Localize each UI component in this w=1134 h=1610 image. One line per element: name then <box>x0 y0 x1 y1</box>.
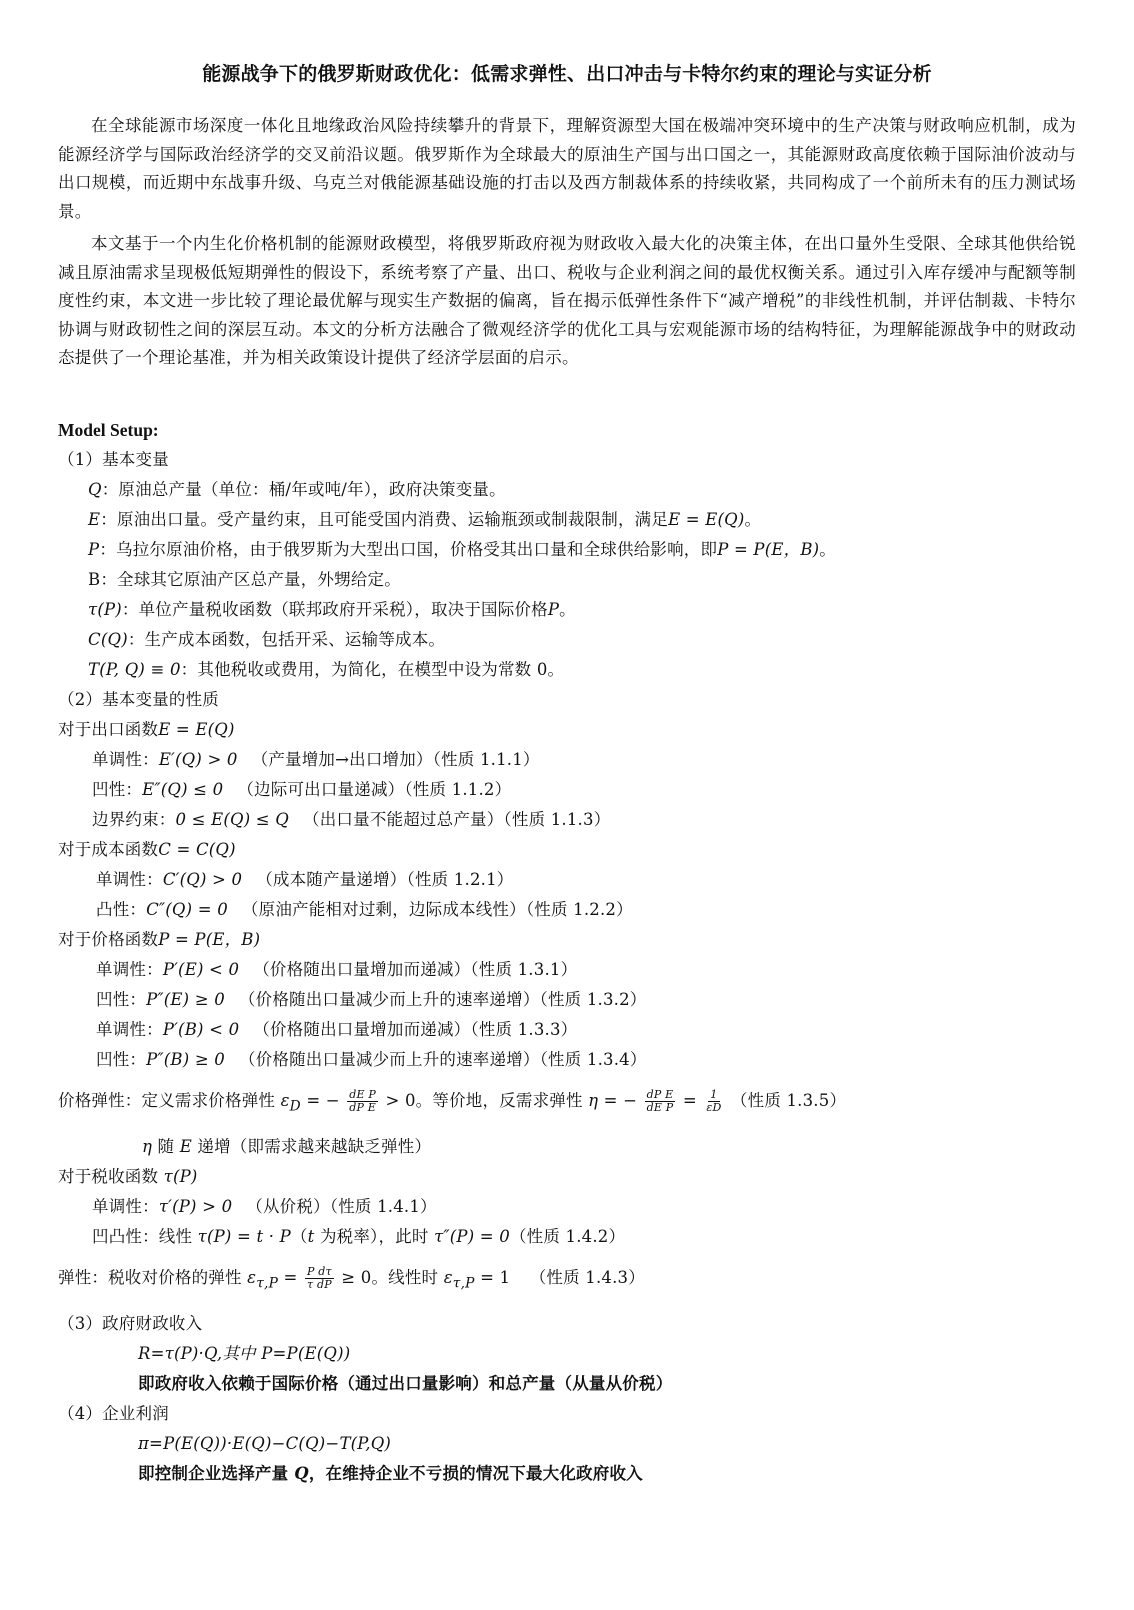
property-name: 单调性： <box>96 869 163 889</box>
variable-text: ：乌拉尔原油价格，由于俄罗斯为大型出口国，价格受其出口量和全球供给影响，即 <box>99 539 718 559</box>
variable-symbol: E <box>88 509 101 529</box>
property-1-2-1 <box>96 865 1076 895</box>
subsection-3-label: （3）政府财政收入 <box>58 1314 203 1334</box>
property-formula: C″(Q) = 0 <box>146 899 228 919</box>
variable-symbol: B <box>88 569 101 589</box>
equals: = <box>283 1267 298 1287</box>
property-1-4-2 <box>92 1222 1076 1252</box>
variable-text: ：原油总产量（单位：桶/年或吨/年），政府决策变量。 <box>101 479 506 499</box>
property-desc: （价格随出口量增加而递减）（性质 1.3.1） <box>253 959 578 979</box>
variable-tail: 。 <box>819 539 836 559</box>
variable-symbol: T(P, Q) ≡ 0 <box>88 659 181 679</box>
property-desc: （从价税）（性质 1.4.1） <box>246 1196 437 1216</box>
variable-q <box>88 475 1076 505</box>
property-desc: （出口量不能超过总产量）（性质 1.1.3） <box>303 809 611 829</box>
elasticity-mid: 。等价地，反需求弹性 <box>415 1090 583 1110</box>
variable-t <box>88 655 1076 685</box>
variable-text: ：原油出口量。受产量约束，且可能受国内消费、运输瓶颈或制裁限制，满足 <box>100 509 669 529</box>
eta-note-text: 递增（即需求越来越缺乏弹性） <box>197 1136 432 1156</box>
variable-symbol: Q <box>88 479 102 499</box>
heading-text: 对于成本函数 <box>58 839 159 859</box>
property-desc: （性质 1.4.3） <box>529 1267 645 1287</box>
property-1-2-2 <box>96 895 1076 925</box>
revenue-formula: R=τ(P)·Q,其中 P=P(E(Q)) <box>138 1344 351 1364</box>
property-formula: P′(B) < 0 <box>162 1019 240 1039</box>
property-name: 凹性： <box>96 989 147 1009</box>
property-desc: （边际可出口量递减）（性质 1.1.2） <box>237 779 512 799</box>
tax-rate-symbol: t <box>307 1226 315 1246</box>
property-1-1-3 <box>92 805 1076 835</box>
property-desc: （价格随出口量增加而递减）（性质 1.3.3） <box>253 1019 578 1039</box>
property-formula: E″(Q) ≤ 0 <box>142 779 224 799</box>
variable-symbol: C(Q) <box>88 629 128 649</box>
export-function-heading <box>58 715 1076 745</box>
model-setup-heading: Model Setup: <box>58 419 159 440</box>
variable-symbol: τ(P) <box>88 599 122 619</box>
property-1-3-1 <box>96 955 1076 985</box>
variable-formula: P <box>547 599 560 619</box>
property-formula: P″(B) ≥ 0 <box>146 1049 225 1069</box>
profit-note-b: ，在维持企业不亏损的情况下最大化政府收入 <box>308 1464 643 1484</box>
variable-symbol: P <box>88 539 100 559</box>
epsilon-symbol: ε <box>280 1090 290 1110</box>
profit-note <box>138 1459 1076 1489</box>
equals-one: = 1 <box>480 1267 511 1287</box>
page-title: 能源战争下的俄罗斯财政优化：低需求弹性、出口冲击与卡特尔约束的理论与实证分析 <box>202 63 932 85</box>
property-name: 单调性： <box>96 1019 163 1039</box>
property-name: 凸性： <box>96 899 147 919</box>
epsilon-subscript: τ,P <box>256 1275 279 1292</box>
profit-formula: π=P(E(Q))·E(Q)−C(Q)−T(P,Q) <box>138 1434 392 1454</box>
heading-text: 对于税收函数 <box>58 1166 159 1186</box>
linear-tax-mid: 为税率），此时 <box>319 1226 429 1246</box>
property-name: 凹性： <box>96 1049 147 1069</box>
intro-paragraph-1: 在全球能源市场深度一体化且地缘政治风险持续攀升的背景下，理解资源型大国在极端冲突环境中的生产决策与财政响应机制，成为能源经济学与国际政治经济学的交叉前沿议题。俄罗斯作为全球最大的原油生产国与出口国之一，其能源财政高度依赖于国际油价波动与出口规模，而近期中东战事升级、乌克兰对俄能源基础设施的打击以及西方制裁体系的持续收紧，共同构成了一个前所未有的压力测试场景。 <box>58 116 1076 221</box>
intro-paragraph-2: 本文基于一个内生化价格机制的能源财政模型，将俄罗斯政府视为财政收入最大化的决策主体，在出口量外生受限、全球其他供给锐减且原油需求呈现极低短期弹性的假设下，系统考察了产量、出口、税收与企业利润之间的最优权衡关系。通过引入库存缓冲与配额等制度性约束，本文进一步比较了理论最优解与现实生产数据的偏离，旨在揭示低弹性条件下“减产增税”的非线性机制，并评估制裁、卡特尔协调与财政韧性之间的深层互动。本文的分析方法融合了微观经济学的优化工具与宏观能源市场的结构特征，为理解能源战争中的财政动态提供了一个理论基准，并为相关政策设计提供了经济学层面的启示。 <box>58 234 1076 367</box>
property-name: 边界约束： <box>92 809 176 829</box>
epsilon-symbol: ε <box>247 1267 257 1287</box>
property-formula: P′(E) < 0 <box>162 959 240 979</box>
fraction-de-dp: $\frac{\text{dE P}}{\text{dP E}}$ <box>349 1087 377 1114</box>
variable-p <box>88 535 1076 565</box>
eta-symbol: η <box>142 1136 153 1156</box>
price-function-heading <box>58 925 1076 955</box>
property-name: 单调性： <box>92 1196 159 1216</box>
subsection-1-label: （1）基本变量 <box>58 449 169 469</box>
property-formula: 0 ≤ E(Q) ≤ Q <box>175 809 290 829</box>
epsilon-subscript: D <box>289 1097 301 1114</box>
variable-tail: 。 <box>744 509 762 529</box>
eta-symbol: η <box>588 1090 599 1110</box>
variable-text: ：单位产量税收函数（联邦政府开采税），取决于国际价格 <box>121 599 548 619</box>
property-1-1-2 <box>92 775 1076 805</box>
property-desc: （原油产能相对过剩，边际成本线性）（性质 1.2.2） <box>241 899 633 919</box>
variable-formula: P = P(E，B) <box>717 539 820 559</box>
cost-function-heading <box>58 835 1076 865</box>
second-derivative-formula: τ″(P) = 0 <box>434 1226 510 1246</box>
variable-e <box>88 505 1076 535</box>
property-1-3-4 <box>96 1045 1076 1075</box>
elasticity-suffix: （性质 1.3.5） <box>730 1090 847 1110</box>
variable-text: ：其他税收或费用，为简化，在模型中设为常数 0。 <box>180 659 565 679</box>
equals-3: = <box>682 1090 697 1110</box>
property-name: 单调性： <box>96 959 163 979</box>
fraction-dp-de: $\frac{\text{dP E}}{\text{dE P}}$ <box>646 1087 674 1114</box>
subsection-2-label: （2）基本变量的性质 <box>58 689 219 709</box>
property-desc: （价格随出口量减少而上升的速率递增）（性质 1.3.4） <box>239 1049 647 1069</box>
fraction-p-dtau: $\frac{\text{P dτ}}{\text{τ dP}}$ <box>307 1264 332 1291</box>
eta-note <box>142 1132 1076 1162</box>
tax-function-heading <box>58 1162 1076 1192</box>
variable-b <box>88 565 1076 595</box>
variable-text: ：全球其它原油产区总产量，外甥给定。 <box>100 569 401 589</box>
heading-text: 对于价格函数 <box>58 929 159 949</box>
property-1-3-5 <box>58 1081 1076 1126</box>
property-formula: P″(E) ≥ 0 <box>146 989 225 1009</box>
equals-minus: = − <box>306 1090 340 1110</box>
heading-formula: C = C(Q) <box>158 839 236 859</box>
greater-than-zero: > 0 <box>385 1090 416 1110</box>
variable-c <box>88 625 1076 655</box>
heading-formula: E = E(Q) <box>158 719 235 739</box>
eta-note-e: E <box>179 1136 192 1156</box>
geq-zero: ≥ 0 <box>341 1267 372 1287</box>
subsection-4-label: （4）企业利润 <box>58 1404 169 1424</box>
property-1-3-3 <box>96 1015 1076 1045</box>
variable-tau <box>88 595 1076 625</box>
variable-formula: E = E(Q) <box>668 509 745 529</box>
profit-note-a: 即控制企业选择产量 <box>138 1464 289 1484</box>
epsilon-symbol-2: ε <box>443 1267 453 1287</box>
tax-elasticity-prefix: 弹性：税收对价格的弹性 <box>58 1267 242 1287</box>
property-desc: （性质 1.4.2） <box>509 1226 626 1246</box>
fraction-one-over-eps: $\frac{1}{\varepsilon D}$ <box>706 1087 722 1114</box>
heading-text: 对于出口函数 <box>58 719 159 739</box>
property-desc: （价格随出口量减少而上升的速率递增）（性质 1.3.2） <box>238 989 647 1009</box>
property-1-3-2 <box>96 985 1076 1015</box>
epsilon-subscript-2: τ,P <box>452 1275 475 1292</box>
paren-open: （ <box>290 1226 308 1246</box>
profit-note-q: Q <box>294 1464 309 1484</box>
property-formula: C′(Q) > 0 <box>162 869 243 889</box>
elasticity-prefix: 价格弹性：定义需求价格弹性 <box>58 1090 276 1110</box>
property-1-4-1 <box>92 1192 1076 1222</box>
variable-text: ：生产成本函数，包括开采、运输等成本。 <box>127 629 446 649</box>
eta-note-mid: 随 <box>157 1136 175 1156</box>
variable-tail: 。 <box>559 599 576 619</box>
property-name: 单调性： <box>92 749 159 769</box>
property-formula: τ′(P) > 0 <box>158 1196 233 1216</box>
property-1-1-1 <box>92 745 1076 775</box>
property-name: 凹凸性：线性 <box>92 1226 193 1246</box>
linear-tax-formula: τ(P) = t · P <box>197 1226 291 1246</box>
heading-formula: P = P(E，B) <box>158 929 261 949</box>
property-formula: E′(Q) > 0 <box>158 749 238 769</box>
tax-elasticity-mid: 。线性时 <box>371 1267 439 1287</box>
heading-formula: τ(P) <box>163 1166 198 1186</box>
property-name: 凹性： <box>92 779 143 799</box>
equals-minus-2: = − <box>603 1090 638 1110</box>
revenue-note: 即政府收入依赖于国际价格（通过出口量影响）和总产量（从量从价税） <box>138 1374 673 1394</box>
property-desc: （成本随产量递增）（性质 1.2.1） <box>256 869 514 889</box>
property-desc: （产量增加→出口增加）（性质 1.1.1） <box>251 749 540 769</box>
property-1-4-3 <box>58 1258 1076 1303</box>
